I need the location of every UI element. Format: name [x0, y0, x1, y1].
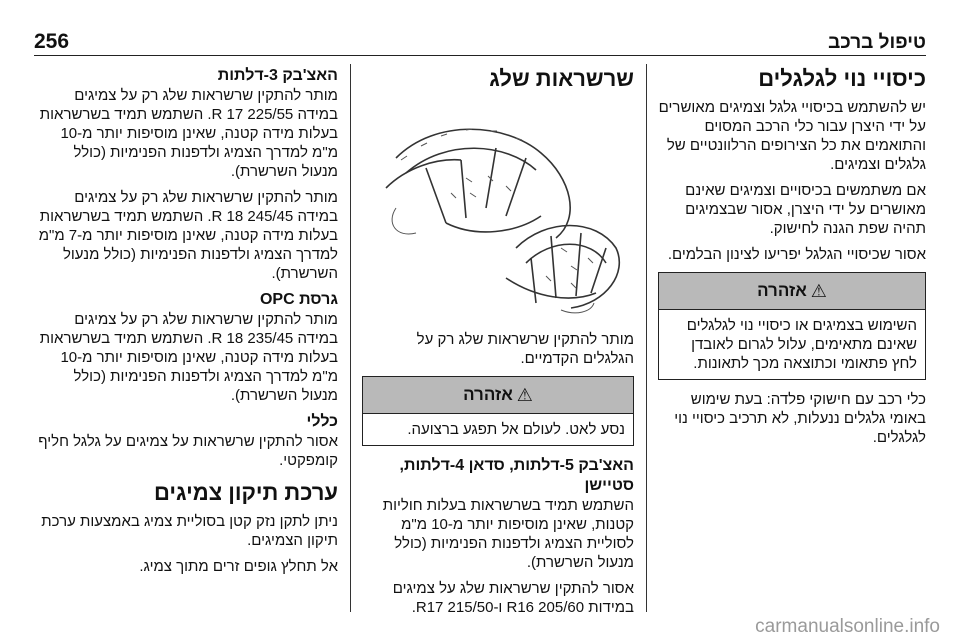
- subsection-heading: האצ'בק 5-דלתות, סדאן 4-דלתות, סטיישן: [399, 457, 634, 494]
- warning-triangle-icon: ⚠: [516, 384, 533, 405]
- column-divider-left: [350, 64, 351, 612]
- warning-text: נסע לאט. לעולם אל תפגע ברצועה.: [407, 421, 625, 438]
- paragraph: יש להשתמש בכיסויי גלגל וצמיגים מאושרים על ידי היצרן עבור כלי הרכב המסוים והתואמים את כל הצירופים הרלוונטיים של גלגלים וצמיגים.: [658, 99, 926, 173]
- subsection-heading: כללי: [306, 413, 338, 430]
- warning-box: [658, 272, 926, 380]
- snow-chain-illustration: [366, 98, 634, 320]
- page-header: [34, 30, 926, 54]
- warning-box: [362, 376, 634, 446]
- paragraph: אסור שכיסויי הגלגל יפריעו לצינון הבלמים.: [667, 246, 926, 263]
- section-title-wheel-covers: כיסויי נוי לגלגלים: [758, 66, 926, 91]
- paragraph: ניתן לתקן נזק קטן בסוליית צמיג באמצעות ערכת תיקון הצמיגים.: [41, 513, 338, 549]
- warning-text: השימוש בצמיגים או כיסויי נוי לגלגלים שאינם מתאימים, עלול לגרום לאובדן לחץ פתאומי וכתוצאה מכך לתאונות.: [686, 317, 917, 372]
- paragraph: אל תחלץ גופים זרים מתוך צמיג.: [139, 558, 338, 575]
- paragraph: מותר להתקין שרשראות שלג רק על צמיגים במידה R 18 235/45. השתמש תמיד בשרשראות בעלות מידה קטנה, שאינן מוסיפות יותר מ-10 מ"מ למדרך הצמיג ולדפנות הפנימיות (כולל מנעול השרשרת).: [39, 311, 338, 404]
- paragraph: כלי רכב עם חישוקי פלדה: בעת שימוש באומי גלגלים ננעלות, לא תרכיב כיסויי נוי לגלגלים.: [674, 391, 926, 446]
- subsection-heading: האצ'בק 3-דלתות: [217, 67, 338, 84]
- paragraph: השתמש תמיד בשרשראות בעלות חוליות קטנות, שאינן מוסיפות יותר מ-10 מ"מ לסוליית הצמיג ולדפנות הפנימיות (כולל מנעול השרשרת).: [382, 497, 634, 571]
- watermark: carmanualsonline.info: [755, 616, 940, 637]
- paragraph: אם משתמשים בכיסויים וצמיגים שאינם מאושרים על ידי היצרן, אסור שבצמיגים תהיה שפת הגנה לחישוק.: [685, 182, 926, 237]
- warning-header: [659, 273, 925, 310]
- column-wheel-covers: [658, 66, 926, 454]
- header-divider: [34, 55, 926, 56]
- warning-label: אזהרה: [757, 281, 807, 300]
- paragraph: אסור להתקין שרשראות שלג על צמיגים במידות R16 205/60 ו-R17 215/50.: [392, 580, 634, 616]
- paragraph: אסור להתקין שרשראות על צמיגים על גלגל חליף קומפקטי.: [38, 433, 338, 469]
- warning-header: [363, 377, 633, 414]
- paragraph: מותר להתקין שרשראות שלג רק על צמיגים במידה R 18 245/45. השתמש תמיד בשרשראות בעלות מידה קטנה, שאינן מוסיפות יותר מ-7 מ"מ למדרך הצמיג ולדפנות הפנימיות (כולל מנעול השרשרת).: [38, 189, 338, 282]
- paragraph: מותר להתקין שרשראות שלג רק על הגלגלים הקדמיים.: [416, 331, 634, 367]
- warning-label: אזהרה: [463, 385, 513, 404]
- column-tyre-repair: [34, 66, 338, 583]
- section-title-snow-chains: שרשראות שלג: [489, 66, 634, 91]
- column-divider-right: [646, 64, 647, 612]
- chapter-title: טיפול ברכב: [828, 32, 926, 53]
- subsection-heading: גרסת OPC: [259, 291, 338, 308]
- page-number: 256: [34, 30, 70, 53]
- snow-chains-icon: [366, 98, 634, 320]
- paragraph: מותר להתקין שרשראות שלג רק על צמיגים במידה R 17 225/55. השתמש תמיד בשרשראות בעלות מידה קטנה, שאינן מוסיפות יותר מ-10 מ"מ למדרך הצמיג ולדפנות הפנימיות (כולל מנעול השרשרת).: [39, 87, 338, 180]
- column-snow-chains: [362, 66, 634, 624]
- section-title-tyre-repair-kit: ערכת תיקון צמיגים: [153, 480, 338, 505]
- warning-triangle-icon: ⚠: [810, 280, 827, 301]
